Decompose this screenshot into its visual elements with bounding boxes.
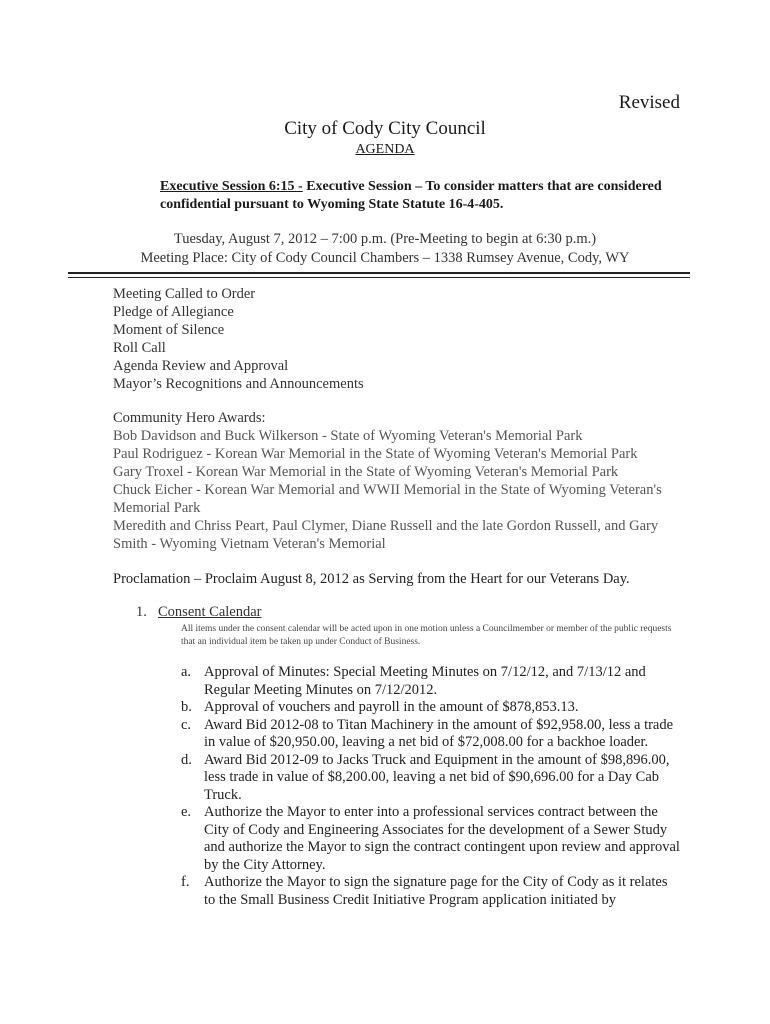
item-text: Award Bid 2012-08 to Titan Machinery in the amount of $92,958.00, less a trade in value of $20,950.00, leaving a net bid of $72,008.00 for a backhoe loader. [204, 716, 674, 750]
executive-session [160, 178, 700, 214]
award-entry: Meredith and Chriss Peart, Paul Clymer, Diane Russell and the late Gordon Russell, and Gary Smith - Wyoming Vietnam Veteran's Memorial [113, 518, 659, 552]
section-number: 1. [136, 604, 147, 620]
consent-item [181, 874, 681, 909]
opening-item: Agenda Review and Approval [113, 358, 289, 374]
item-text: Award Bid 2012-09 to Jacks Truck and Equipment in the amount of $98,896.00, less trade in value of $8,200.00, leaving a net bid of $90,696.00 for a Day Cab Truck. [204, 751, 670, 803]
item-letter: f. [181, 874, 190, 890]
item-letter: d. [181, 751, 192, 768]
item-text: Authorize the Mayor to sign the signature page for the City of Cody as it relates to the Small Business Credit Initiative Program application initiated by [204, 874, 668, 908]
executive-session-text: Executive Session – To consider matters that are considered confidential pursuant to Wyoming State Statute 16-4-405. [160, 179, 662, 212]
opening-item: Mayor’s Recognitions and Announcements [113, 376, 364, 392]
executive-session-time: Executive Session 6:15 - [160, 179, 303, 194]
award-entry: Paul Rodriguez - Korean War Memorial in the State of Wyoming Veteran's Memorial Park [113, 446, 638, 462]
consent-item [181, 804, 681, 874]
opening-items [113, 285, 364, 393]
meeting-date: Tuesday, August 7, 2012 – 7:00 p.m. (Pre-Meeting to begin at 6:30 p.m.) [173, 231, 597, 247]
item-letter: a. [181, 664, 192, 680]
item-letter: c. [181, 716, 192, 733]
consent-item [181, 664, 681, 699]
section-label: Consent Calendar [158, 604, 262, 620]
page-title: City of Cody City Council [284, 118, 486, 139]
consent-item [181, 752, 681, 805]
consent-calendar-heading [136, 604, 262, 621]
award-entry: Bob Davidson and Buck Wilkerson - State of Wyoming Veteran's Memorial Park [113, 428, 583, 444]
opening-item: Meeting Called to Order [113, 286, 256, 302]
divider-thin [68, 277, 690, 278]
item-letter: e. [181, 804, 192, 820]
item-letter: b. [181, 699, 192, 715]
consent-item [181, 717, 681, 752]
agenda-subtitle: AGENDA [355, 142, 415, 157]
award-entry: Chuck Eicher - Korean War Memorial and WWII Memorial in the State of Wyoming Veteran's Memorial Park [113, 482, 662, 516]
consent-note: All items under the consent calendar will be acted upon in one motion unless a Councilmember or member of the public requests that an individual item be taken up under Conduct of Business. [181, 624, 672, 647]
opening-item: Moment of Silence [113, 322, 225, 338]
awards-heading: Community Hero Awards: [113, 410, 266, 426]
item-text: Approval of vouchers and payroll in the amount of $878,853.13. [204, 699, 579, 715]
item-text: Approval of Minutes: Special Meeting Minutes on 7/12/12, and 7/13/12 and Regular Meeting Minutes on 7/12/2012. [204, 664, 646, 698]
meeting-place: Meeting Place: City of Cody Council Chambers – 1338 Rumsey Avenue, Cody, WY [140, 250, 630, 266]
revised-label: Revised [618, 92, 680, 113]
community-hero-awards [113, 409, 683, 553]
meeting-info [0, 230, 770, 268]
award-entry: Gary Troxel - Korean War Memorial in the State of Wyoming Veteran's Memorial Park [113, 464, 619, 480]
divider-thick [68, 272, 690, 274]
opening-item: Roll Call [113, 340, 166, 356]
consent-item [181, 699, 681, 717]
consent-items [181, 664, 681, 909]
opening-item: Pledge of Allegiance [113, 304, 234, 320]
item-text: Authorize the Mayor to enter into a professional services contract between the City of Cody and Engineering Associates for the development of a Sewer Study and authorize the Mayor to sign the contract contingent upon review and approval by the City Attorney. [204, 804, 680, 873]
proclamation: Proclamation – Proclaim August 8, 2012 as Serving from the Heart for our Veterans Day. [113, 571, 630, 587]
